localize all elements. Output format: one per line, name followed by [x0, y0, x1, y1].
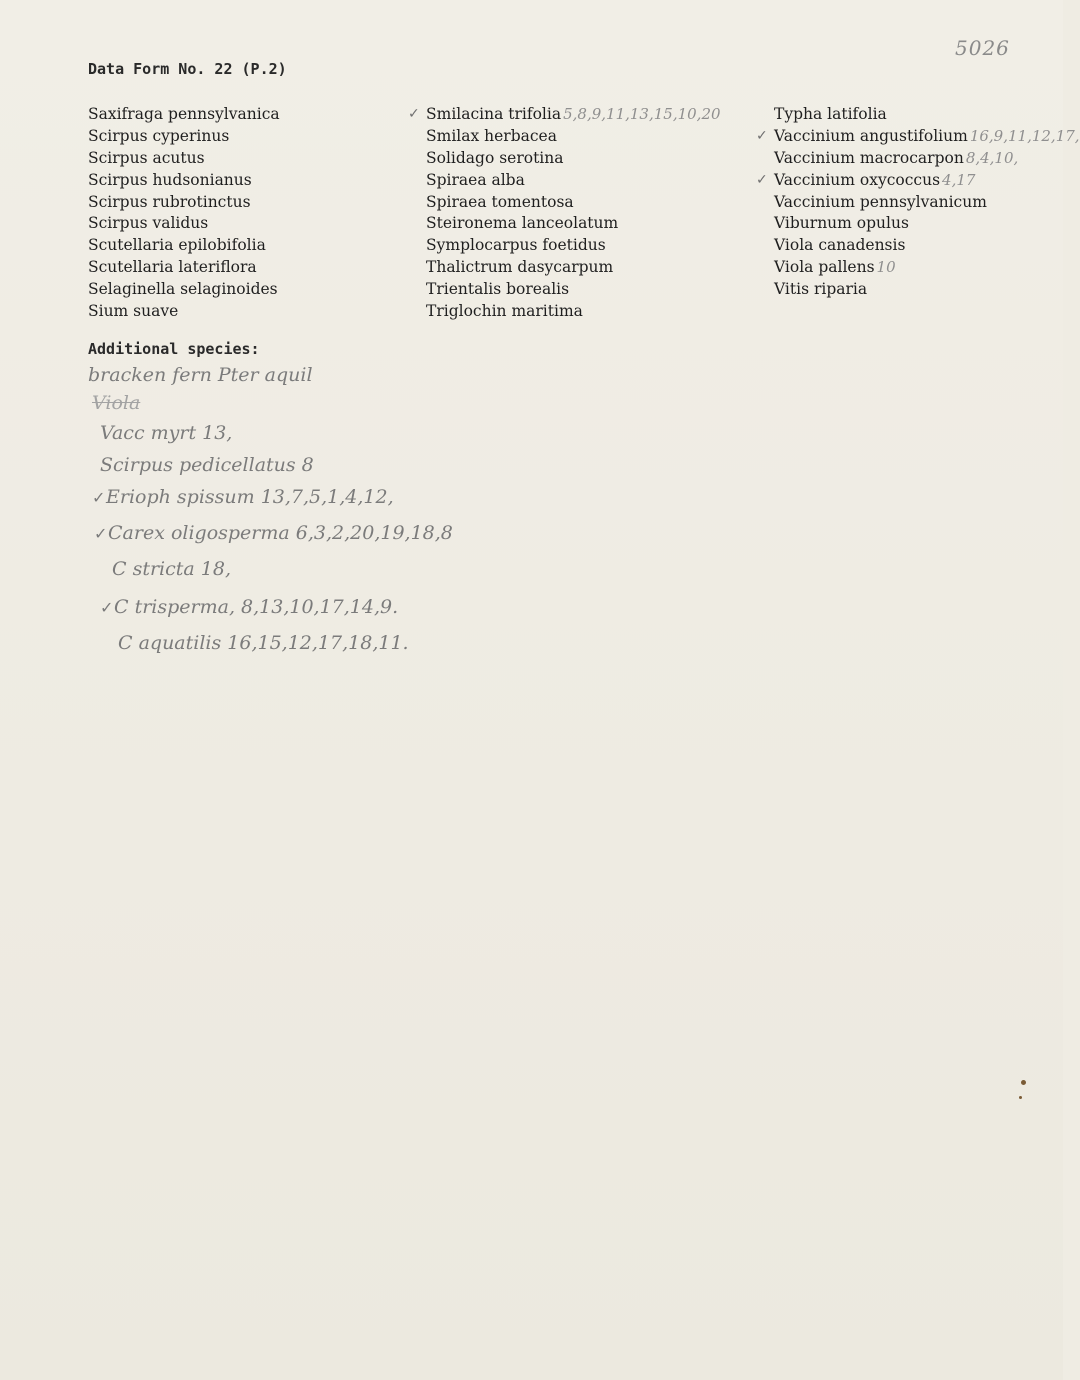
handwritten-entry: [92, 392, 140, 414]
species-item: [426, 148, 721, 170]
species-name: Selaginella selaginoides: [88, 280, 278, 299]
species-item: [774, 192, 1080, 214]
handwritten-entry: [94, 522, 453, 544]
species-item: [774, 213, 1080, 235]
check-mark-icon: ✓: [100, 598, 114, 617]
species-name: Steironema lanceolatum: [426, 214, 619, 233]
check-mark-icon: ✓: [94, 524, 108, 543]
species-item: [774, 279, 1080, 301]
species-item: [88, 148, 282, 170]
check-mark-icon: ✓: [92, 488, 106, 507]
check-mark-icon: ✓: [756, 127, 768, 144]
species-name: Scutellaria epilobifolia: [88, 236, 266, 255]
handwritten-text: bracken fern Pter aquil: [88, 364, 313, 386]
species-name: Trientalis borealis: [426, 280, 570, 299]
handwritten-text: C aquatilis 16,15,12,17,18,11.: [118, 632, 409, 654]
species-item: [88, 126, 282, 148]
species-item: [426, 213, 721, 235]
form-title: Data Form No. 22 (P.2): [88, 60, 287, 78]
species-name: Vaccinium oxycoccus: [774, 170, 941, 189]
species-name: Viola canadensis: [774, 236, 906, 255]
species-name: Smilax herbacea: [426, 126, 557, 145]
species-name: Vaccinium angustifolium: [774, 126, 968, 145]
handwritten-entry: [100, 422, 232, 444]
species-name: Spiraea alba: [426, 170, 525, 189]
handwritten-entry: [118, 632, 409, 654]
species-item: [88, 235, 282, 257]
species-item: [774, 148, 1080, 170]
handwritten-text: Scirpus pedicellatus 8: [100, 454, 314, 476]
species-name: Vitis riparia: [774, 280, 868, 299]
handwritten-entry: [100, 596, 399, 618]
handwritten-entry: [112, 558, 231, 580]
species-note: 8,4,10,: [965, 148, 1019, 167]
corner-number: 5026: [955, 36, 1010, 60]
species-name: Sium suave: [88, 302, 179, 321]
species-note: 4,17: [942, 170, 976, 189]
species-item: [774, 257, 1080, 279]
handwritten-entry: [88, 364, 313, 386]
species-item: [426, 235, 721, 257]
handwritten-text: Erioph spissum 13,7,5,1,4,12,: [106, 486, 394, 508]
species-name: Smilacina trifolia: [426, 105, 562, 123]
species-name: Scirpus validus: [88, 214, 209, 233]
species-item: [774, 104, 1080, 126]
species-item: [426, 170, 721, 192]
species-item: [426, 126, 721, 148]
species-note: 5,8,9,11,13,15,10,20: [563, 105, 721, 123]
species-column-3: [756, 104, 1080, 301]
paper-stain: [1019, 1096, 1022, 1099]
species-item: [88, 104, 282, 126]
species-name: Vaccinium macrocarpon: [774, 148, 964, 167]
species-name: Scirpus cyperinus: [88, 126, 230, 145]
species-note: 10: [876, 258, 896, 277]
species-item: [88, 213, 282, 235]
check-mark-icon: ✓: [756, 171, 768, 188]
species-column-2: [408, 104, 721, 323]
species-name: Solidago serotina: [426, 148, 564, 167]
species-item: [426, 257, 721, 279]
species-item: [756, 126, 1080, 148]
species-name: Scutellaria lateriflora: [88, 258, 257, 277]
handwritten-text: Viola: [92, 392, 141, 414]
paper-stain: [1021, 1080, 1026, 1085]
species-name: Scirpus rubrotinctus: [88, 192, 251, 211]
species-item: [426, 192, 721, 214]
species-name: Symplocarpus foetidus: [426, 236, 606, 255]
species-name: Scirpus acutus: [88, 148, 205, 167]
species-note: 16,9,11,12,17,: [969, 126, 1080, 145]
species-name: Typha latifolia: [774, 105, 887, 123]
species-item: [774, 235, 1080, 257]
handwritten-text: C trisperma, 8,13,10,17,14,9.: [114, 596, 399, 618]
species-item: [88, 257, 282, 279]
species-name: Scirpus hudsonianus: [88, 170, 252, 189]
species-name: Thalictrum dasycarpum: [426, 258, 614, 277]
handwritten-entry: [92, 486, 394, 508]
additional-species-label: Additional species:: [88, 340, 260, 358]
species-item: [88, 279, 282, 301]
species-column-1: [88, 104, 282, 323]
species-name: Spiraea tomentosa: [426, 192, 574, 211]
species-item: [408, 104, 721, 126]
handwritten-entry: [100, 454, 314, 476]
handwritten-text: Carex oligosperma 6,3,2,20,19,18,8: [108, 522, 453, 544]
species-name: Viola pallens: [774, 258, 875, 277]
species-name: Viburnum opulus: [774, 214, 909, 233]
species-item: [756, 170, 1080, 192]
species-item: [426, 279, 721, 301]
species-name: Triglochin maritima: [426, 302, 583, 321]
species-item: [88, 301, 282, 323]
species-item: [426, 301, 721, 323]
species-item: [88, 170, 282, 192]
check-mark-icon: ✓: [408, 106, 420, 122]
handwritten-text: C stricta 18,: [112, 558, 231, 580]
species-item: [88, 192, 282, 214]
handwritten-text: Vacc myrt 13,: [100, 422, 233, 444]
species-name: Vaccinium pennsylvanicum: [774, 192, 987, 211]
species-name: Saxifraga pennsylvanica: [88, 105, 280, 123]
